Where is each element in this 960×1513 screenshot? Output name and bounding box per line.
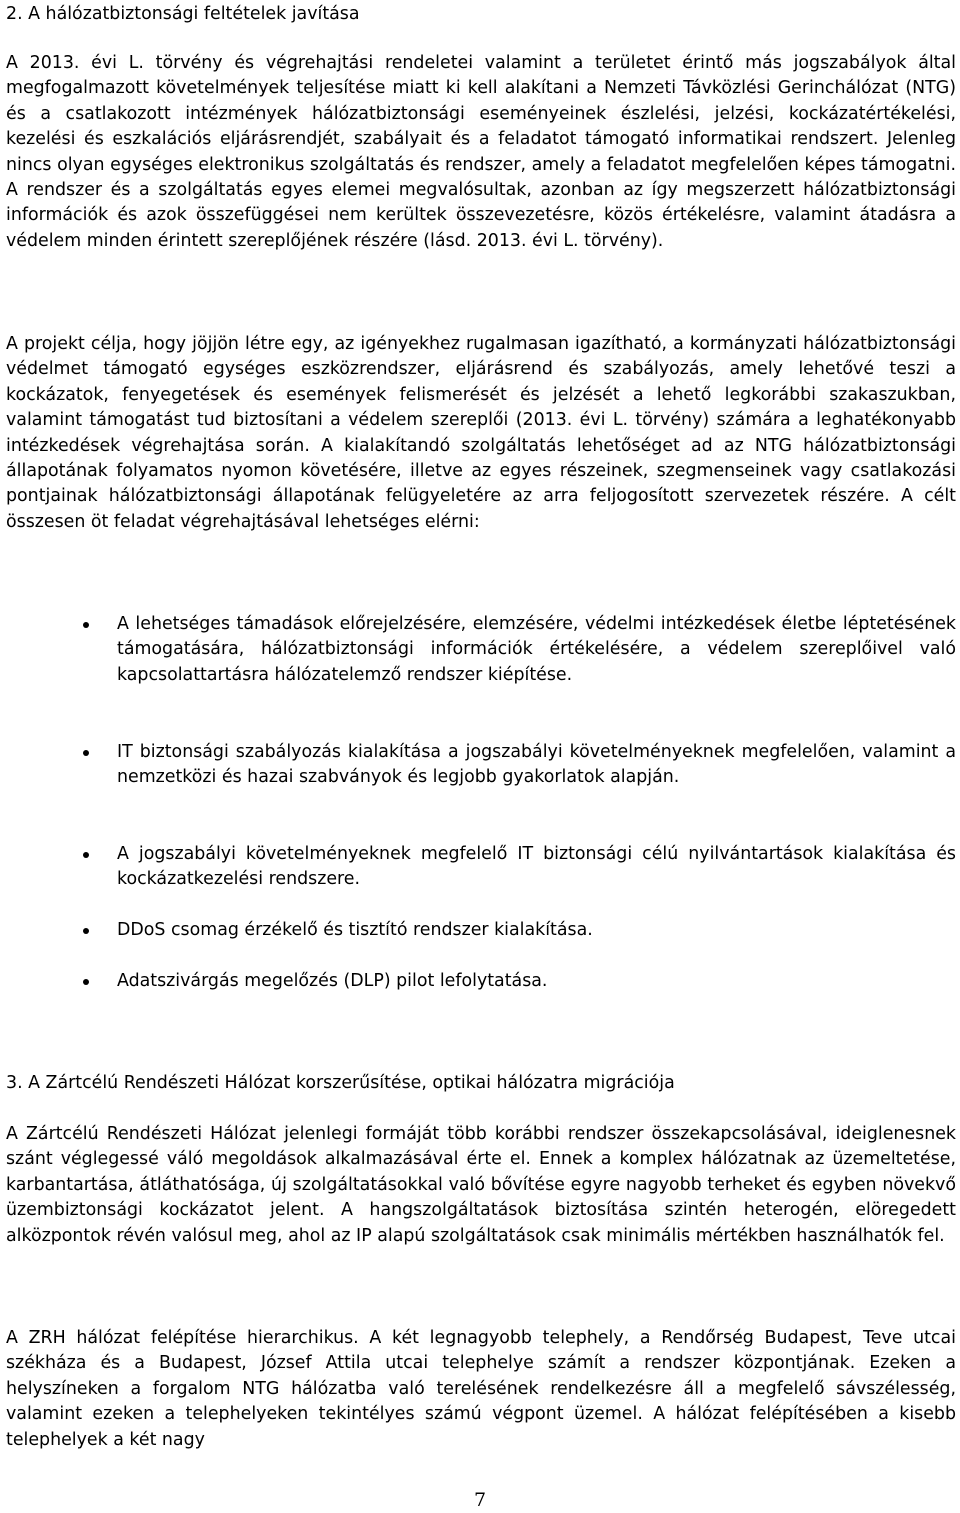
list-item xyxy=(6,842,956,893)
list-item-text: A jogszabályi követelményeknek megfelelő IT biztonsági célú nyilvántartások kialakítása és kockázatkezelési rendszere. xyxy=(117,844,956,890)
list-item-text: Adatszivárgás megelőzés (DLP) pilot lefolytatása. xyxy=(117,971,548,991)
section-3-heading: 3. A Zártcélú Rendészeti Hálózat korszerűsítése, optikai hálózatra migrációja xyxy=(6,1073,675,1093)
bullet-icon xyxy=(83,979,89,985)
section-3-paragraph-2: A ZRH hálózat felépítése hierarchikus. A két legnagyobb telephely, a Rendőrség Budapest, Teve utcai székháza és a Budapest, József Attila utcai telephelye számít a rendszer központjának. Ezeken a helyszíneken a forgalom NTG hálózatba való terelésének rendelkezésre áll a megfelelő sávszélesség, valamint ezeken a telephelyeken tekintélyes számú végpont üzemel. A hálózat felépítésében a kisebb telephelyek a két nagy xyxy=(6,1328,956,1450)
list-item-text: DDoS csomag érzékelő és tisztító rendszer kialakítása. xyxy=(117,920,593,940)
section-3-paragraph-1: A Zártcélú Rendészeti Hálózat jelenlegi formáját több korábbi rendszer összekapcsolásával, ideiglenesnek szánt véglegessé váló megoldások alkalmazásával érte el. Ennek a komplex hálózatnak az üzemeltetése, karbantartása, átláthatósága, új szolgáltatásokkal való bővítése egyre nagyobb terheket és egyben növekvő üzembiztonsági kockázatot jelent. A hangszolgáltatások biztosítása szintén heterogén, elöregedett alközpontok révén valósul meg, ahol az IP alapú szolgáltatások csak minimális mértékben használhatók fel. xyxy=(6,1124,956,1246)
bullet-icon xyxy=(83,750,89,756)
list-item-text: IT biztonsági szabályozás kialakítása a jogszabályi követelményeknek megfelelően, valamint a nemzetközi és hazai szabványok és legjobb gyakorlatok alapján. xyxy=(117,742,956,788)
section-2-paragraph-1: A 2013. évi L. törvény és végrehajtási rendeletei valamint a területet érintő más jogszabályok által megfogalmazott követelmények teljesítése miatt ki kell alakítani a Nemzeti Távközlési Gerinchálózat (NTG) és a csatlakozott intézmények hálózatbiztonsági eseményeinek észlelési, jelzési, kockázatértékelési, kezelési és eszkalációs eljárásrendjét, szabályait és a feladatot támogató informatikai rendszert. Jelenleg nincs olyan egységes elektronikus szolgáltatás és rendszer, amely a feladatot megfelelően képes támogatni. A rendszer és a szolgáltatás egyes elemei megvalósultak, azonban az így megszerzett hálózatbiztonsági információk és azok összefüggései nem kerültek összevezetésre, közös értékelésre, valamint átadásra a védelem minden érintett szereplőjének részére (lásd. 2013. évi L. törvény). xyxy=(6,53,956,251)
bullet-icon xyxy=(83,622,89,628)
bullet-icon xyxy=(83,852,89,858)
list-item-text: A lehetséges támadások előrejelzésére, elemzésére, védelmi intézkedések életbe léptetésének támogatására, hálózatbiztonsági információk értékelésére, a védelem szereplőivel való kapcsolattartásra hálózatelemző rendszer kiépítése. xyxy=(117,614,956,685)
bullet-icon xyxy=(83,928,89,934)
section-2-heading: 2. A hálózatbiztonsági feltételek javítása xyxy=(6,4,360,24)
section-2-paragraph-2: A projekt célja, hogy jöjjön létre egy, az igényekhez rugalmasan igazítható, a kormányzati hálózatbiztonsági védelmet támogató egységes eszközrendszer, eljárásrend és szabályozás, amely lehetővé teszi a kockázatok, fenyegetések és események felismerését és jelzését a lehető legkorábbi szakaszukban, valamint támogatást tud biztosítani a védelem szereplői (2013. évi L. törvény) számára a leghatékonyabb intézkedések végrehajtása során. A kialakítandó szolgáltatás lehetőséget ad az NTG hálózatbiztonsági állapotának folyamatos nyomon követésére, illetve az egyes részeinek, szegmenseinek vagy csatlakozási pontjainak hálózatbiztonsági állapotának felügyeletére az arra feljogosított szervezetek részére. A célt összesen öt feladat végrehajtásával lehetséges elérni: xyxy=(6,334,956,532)
list-item xyxy=(6,918,956,943)
list-item xyxy=(6,969,956,994)
page-number: 7 xyxy=(473,1489,487,1511)
list-item xyxy=(6,740,956,791)
list-item xyxy=(6,612,956,688)
